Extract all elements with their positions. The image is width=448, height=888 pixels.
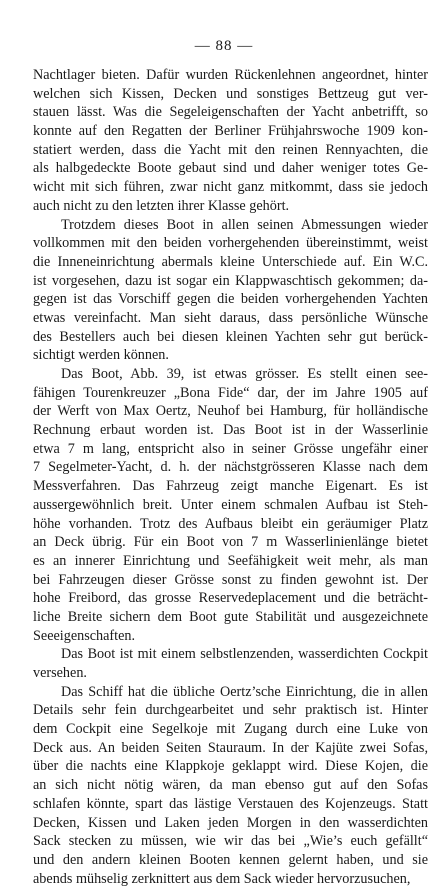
paragraph: [33, 683, 428, 888]
text-line: auch nicht zu den letzten ihrer Klasse gehört.: [33, 197, 290, 214]
text-line: Trotzdem dieses Boot in allen seinen Abmessungen wieder: [61, 216, 428, 233]
text-line: als halbgedeckte Boote gebaut sind und daher weniger totes Ge-: [33, 160, 428, 177]
body-text: [33, 66, 428, 888]
text-line: über die nachts eine Klappkoje geklappt wird. Diese Kojen, die: [33, 758, 428, 775]
text-line: konnte auf den Regatten der Berliner Frühjahrswoche 1909 kon-: [33, 123, 428, 140]
text-line: des Bestellers auch bei diesen kleinen Yachten sehr gut berück-: [33, 328, 428, 345]
text-line: wicht mit sich führen, zwar nicht ganz mitkommt, dass sie jedoch: [33, 179, 428, 196]
paragraph: [33, 66, 428, 216]
text-line: höhe vorhanden. Trotz des Aufbaus bleibt ein geräumiger Platz: [33, 515, 428, 532]
text-line: die Inneneinrichtung abermals kleine Unterschiede auf. Ein W.C.: [33, 253, 428, 270]
text-line: etwa 7 m lang, entspricht also in seiner Grösse ungefähr einer: [33, 440, 428, 457]
text-line: Decken, Kissen und Laken jeden Morgen in den wasserdichten: [33, 814, 428, 831]
text-line: es an innerer Einrichtung und Seefähigkeit weit mehr, als man: [33, 552, 428, 569]
text-line: schlafen könnte, spart das lästige Verstauen des Kojenzeugs. Statt: [33, 795, 428, 812]
text-line: versehen.: [33, 665, 87, 681]
text-line: Das Schiff hat die übliche Oertz’sche Einrichtung, die in allen: [61, 683, 428, 700]
text-line: Seeeigenschaften.: [33, 627, 136, 644]
text-line: Nachtlager bieten. Dafür wurden Rückenlehnen angeordnet, hinter: [33, 67, 428, 83]
text-line: bei Fahrzeugen dieser Grösse sonst zu finden gewohnt ist. Der: [33, 571, 428, 588]
text-line: sichtigt werden können.: [33, 347, 169, 364]
page-number: — 88 —: [194, 38, 254, 54]
text-line: gegen ist das Vorschiff gegen die beiden vorhergehenden Yachten: [33, 291, 428, 308]
text-line: Das Boot, Abb. 39, ist etwas grösser. Es stellt einen see-: [61, 366, 428, 382]
text-line: Das Boot ist mit einem selbstlenzenden, wasserdichten Cockpit: [61, 646, 428, 663]
text-line: Sack stecken zu müssen, wie wir das bei „Wie’s euch gefällt“: [33, 833, 428, 850]
text-line: Deck aus. An beiden Seiten Stauraum. In der Kajüte zwei Sofas,: [33, 739, 428, 756]
text-line: 7 Segelmeter-Yacht, d. h. der nächstgrösseren Klasse nach dem: [33, 459, 428, 476]
text-line: dem Cockpit eine Segelkoje mit Zugang durch eine Luke von: [33, 721, 428, 738]
text-line: ist vorgesehen, dazu ist sogar ein Klappwaschtisch gekommen; da-: [33, 272, 428, 289]
text-line: der Werft von Max Oertz, Neuhof bei Hamburg, für holländische: [33, 403, 428, 420]
text-line: abends mühselig zerknittert aus dem Sack wieder hervorzusuchen,: [33, 870, 411, 887]
text-line: an Deck übrig. Für ein Boot von 7 m Wasserlinienlänge bietet: [33, 534, 428, 551]
paragraph: [33, 645, 428, 682]
text-line: stauen lässt. Was die Segeleigenschaften der Yacht anbetrifft, so: [33, 104, 428, 121]
text-line: fähigen Tourenkreuzer „Bona Fide“ dar, der im Jahre 1905 auf: [33, 384, 428, 401]
text-line: Rechnung erbaut worden ist. Das Boot ist in der Wasserlinie: [33, 422, 428, 439]
text-line: vollkommen mit den beiden vorhergehenden übereinstimmt, weist: [33, 235, 428, 252]
text-line: liche Breite sichern dem Boot gute Stabilität und ausgezeichnete: [33, 608, 428, 625]
text-line: Messverfahren. Das Fahrzeug zeigt manche Eigenart. Es ist: [33, 478, 428, 495]
text-line: aussergewöhnlich breit. Unter einem schmalen Aufbau ist Steh-: [33, 496, 428, 513]
text-line: an sich nicht nötig wären, da man ebenso gut auf den Sofas: [33, 777, 428, 794]
paragraph: [33, 365, 428, 645]
text-line: Details sehr fein durchgearbeitet und sehr praktisch ist. Hinter: [33, 702, 428, 719]
paragraph: [33, 216, 428, 366]
text-line: etwas vereinfacht. Man sieht daraus, dass persönliche Wünsche: [33, 309, 428, 326]
text-line: hohe Freibord, das grosse Reservedeplacement und die beträcht-: [33, 590, 428, 607]
text-line: welchen sich Kissen, Decken und sonstiges Bettzeug gut ver-: [33, 85, 428, 102]
text-line: und den andern kleinen Booten kennen gelernt haben, und sie: [33, 851, 428, 868]
text-line: statiert werden, dass die Yacht mit den reinen Rennyachten, die: [33, 141, 428, 158]
